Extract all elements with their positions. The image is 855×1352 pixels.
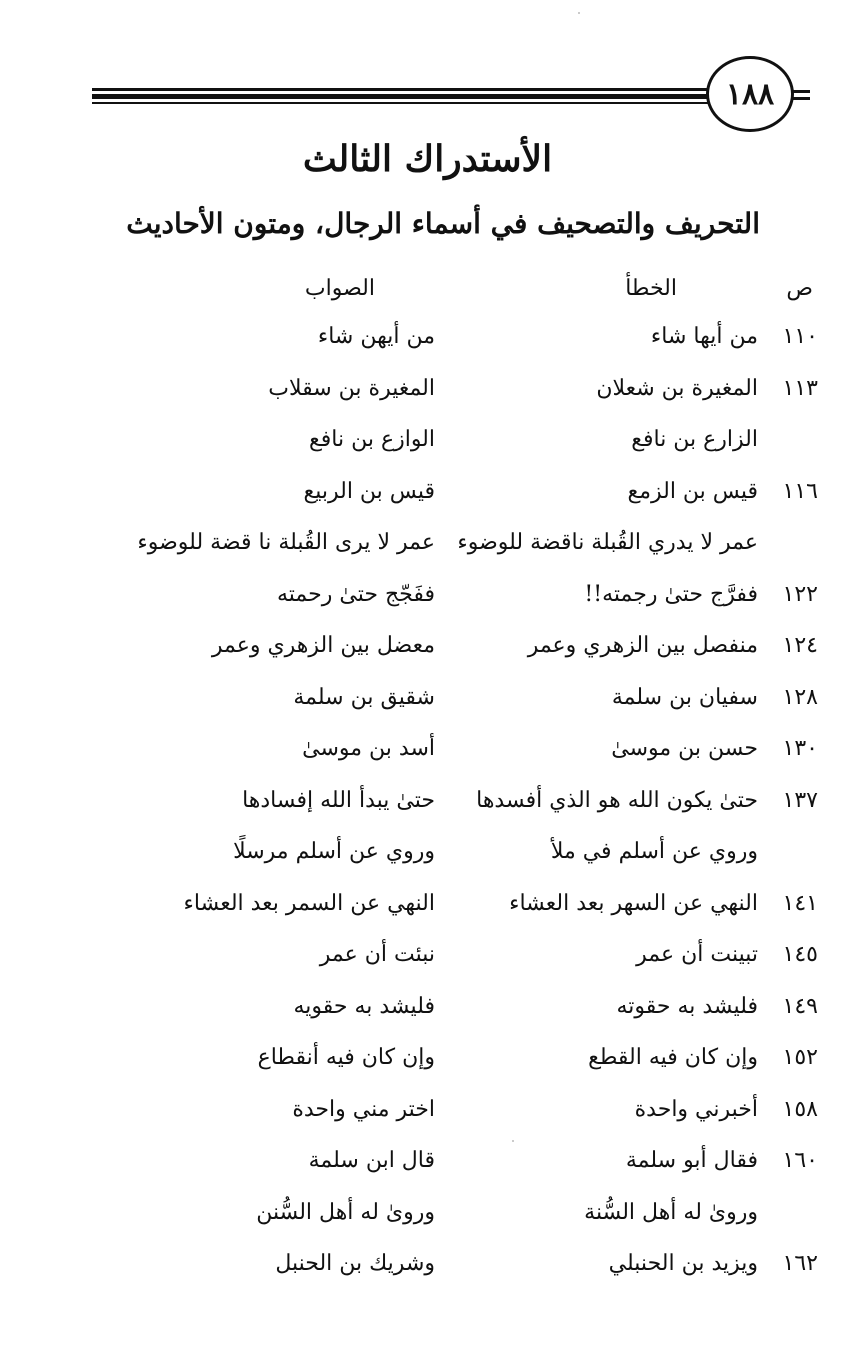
wrong-cell: حتىٰ يكون الله هو الذي أفسدها (476, 787, 758, 813)
page-number-badge (706, 56, 794, 132)
header-rule-bottom (92, 102, 708, 104)
wrong-cell: من أيها شاء (650, 324, 758, 349)
scan-speck (578, 12, 580, 14)
header-rule-middle (92, 94, 708, 99)
wrong-cell: وروي عن أسلم في ملأ (550, 839, 758, 864)
wrong-cell: وإن كان فيه القطع (588, 1045, 758, 1070)
column-header-wrong: الخطأ (625, 276, 677, 301)
correct-cell: فليشد به حقويه (293, 993, 435, 1019)
column-header-correct: الصواب (304, 276, 375, 301)
wrong-cell: المغيرة بن شعلان (596, 375, 758, 401)
page-cell: ١٦٢ (782, 1251, 818, 1276)
table-row (0, 833, 855, 885)
correct-cell: معضل بين الزهري وعمر (211, 633, 435, 658)
wrong-cell: أخبرني واحدة (634, 1096, 758, 1122)
wrong-cell: قيس بن الزمع (627, 478, 758, 504)
correct-cell: وروىٰ له أهل السُّنن (256, 1199, 435, 1225)
correct-cell: أسد بن موسىٰ (302, 736, 435, 761)
correct-cell: المغيرة بن سقلاب (268, 375, 435, 401)
section-subtitle: التحريف والتصحيف في أسماء الرجال، ومتون الأحاديث (126, 207, 760, 240)
table-row (0, 473, 855, 525)
wrong-cell: فقال أبو سلمة (625, 1148, 758, 1173)
correct-cell: حتىٰ يبدأ الله إفسادها (242, 787, 435, 813)
wrong-cell: وروىٰ له أهل السُّنة (584, 1199, 758, 1225)
page-cell: ١١٦ (782, 478, 818, 504)
corrections-table (0, 318, 855, 1297)
table-row (0, 679, 855, 731)
page-number: ١٨٨ (725, 76, 775, 112)
correct-cell: الوازع بن نافع (309, 427, 435, 452)
page-cell: ١١٠ (782, 324, 818, 349)
table-row (0, 988, 855, 1040)
header-rule-top (92, 88, 708, 91)
page-cell: ١٤١ (782, 890, 818, 916)
wrong-cell: تبينت أن عمر (636, 942, 758, 967)
table-row (0, 370, 855, 422)
correct-cell: وروي عن أسلم مرسلًا (233, 839, 435, 864)
page-cell: ١٢٤ (782, 633, 818, 658)
wrong-cell: النهي عن السهر بعد العشاء (509, 890, 758, 916)
table-row (0, 1194, 855, 1246)
wrong-cell: منفصل بين الزهري وعمر (527, 633, 758, 658)
correct-cell: قيس بن الربيع (303, 478, 435, 504)
table-row (0, 936, 855, 988)
table-row (0, 524, 855, 576)
table-row (0, 1142, 855, 1194)
page-cell: ١٥٨ (782, 1096, 818, 1122)
table-row (0, 885, 855, 937)
wrong-cell: عمر لا يدري القُبلة ناقضة للوضوء (457, 530, 758, 555)
table-row (0, 782, 855, 834)
wrong-cell: ففرَّج حتىٰ رجمته!! (584, 581, 758, 607)
table-row (0, 1091, 855, 1143)
table-row (0, 318, 855, 370)
table-row (0, 730, 855, 782)
page-cell: ١٣٧ (782, 787, 818, 813)
table-row (0, 576, 855, 628)
correct-cell: من أيهن شاء (317, 324, 435, 349)
correct-cell: وشريك بن الحنبل (275, 1251, 435, 1276)
table-row (0, 627, 855, 679)
correct-cell: وإن كان فيه أنقطاع (257, 1045, 435, 1070)
page-cell: ١٤٩ (782, 993, 818, 1019)
page-cell: ١٢٨ (782, 684, 818, 710)
page-header (0, 0, 855, 140)
correct-cell: النهي عن السمر بعد العشاء (183, 890, 435, 916)
table-row (0, 421, 855, 473)
correct-cell: ففَجّج حتىٰ رحمته (277, 581, 435, 607)
wrong-cell: فليشد به حقوته (616, 993, 758, 1019)
page-cell: ١٢٢ (782, 581, 818, 607)
section-title: الأستدراك الثالث (302, 138, 553, 180)
correct-cell: اختر مني واحدة (292, 1096, 435, 1122)
wrong-cell: حسن بن موسىٰ (611, 736, 758, 761)
wrong-cell: الزارع بن نافع (631, 427, 758, 452)
correct-cell: شقيق بن سلمة (293, 684, 435, 710)
wrong-cell: سفيان بن سلمة (611, 684, 758, 710)
table-row (0, 1039, 855, 1091)
correct-cell: نبئت أن عمر (319, 942, 435, 967)
page-cell: ١١٣ (782, 375, 818, 401)
page-cell: ١٤٥ (782, 942, 818, 967)
wrong-cell: ويزيد بن الحنبلي (608, 1251, 758, 1276)
page-cell: ١٦٠ (782, 1148, 818, 1173)
page-cell: ١٥٢ (782, 1045, 818, 1070)
page-cell: ١٣٠ (782, 736, 818, 761)
correct-cell: قال ابن سلمة (308, 1148, 435, 1173)
table-row (0, 1245, 855, 1297)
correct-cell: عمر لا يرى القُبلة نا قضة للوضوء (137, 530, 435, 555)
column-header-page: ص (786, 276, 813, 301)
